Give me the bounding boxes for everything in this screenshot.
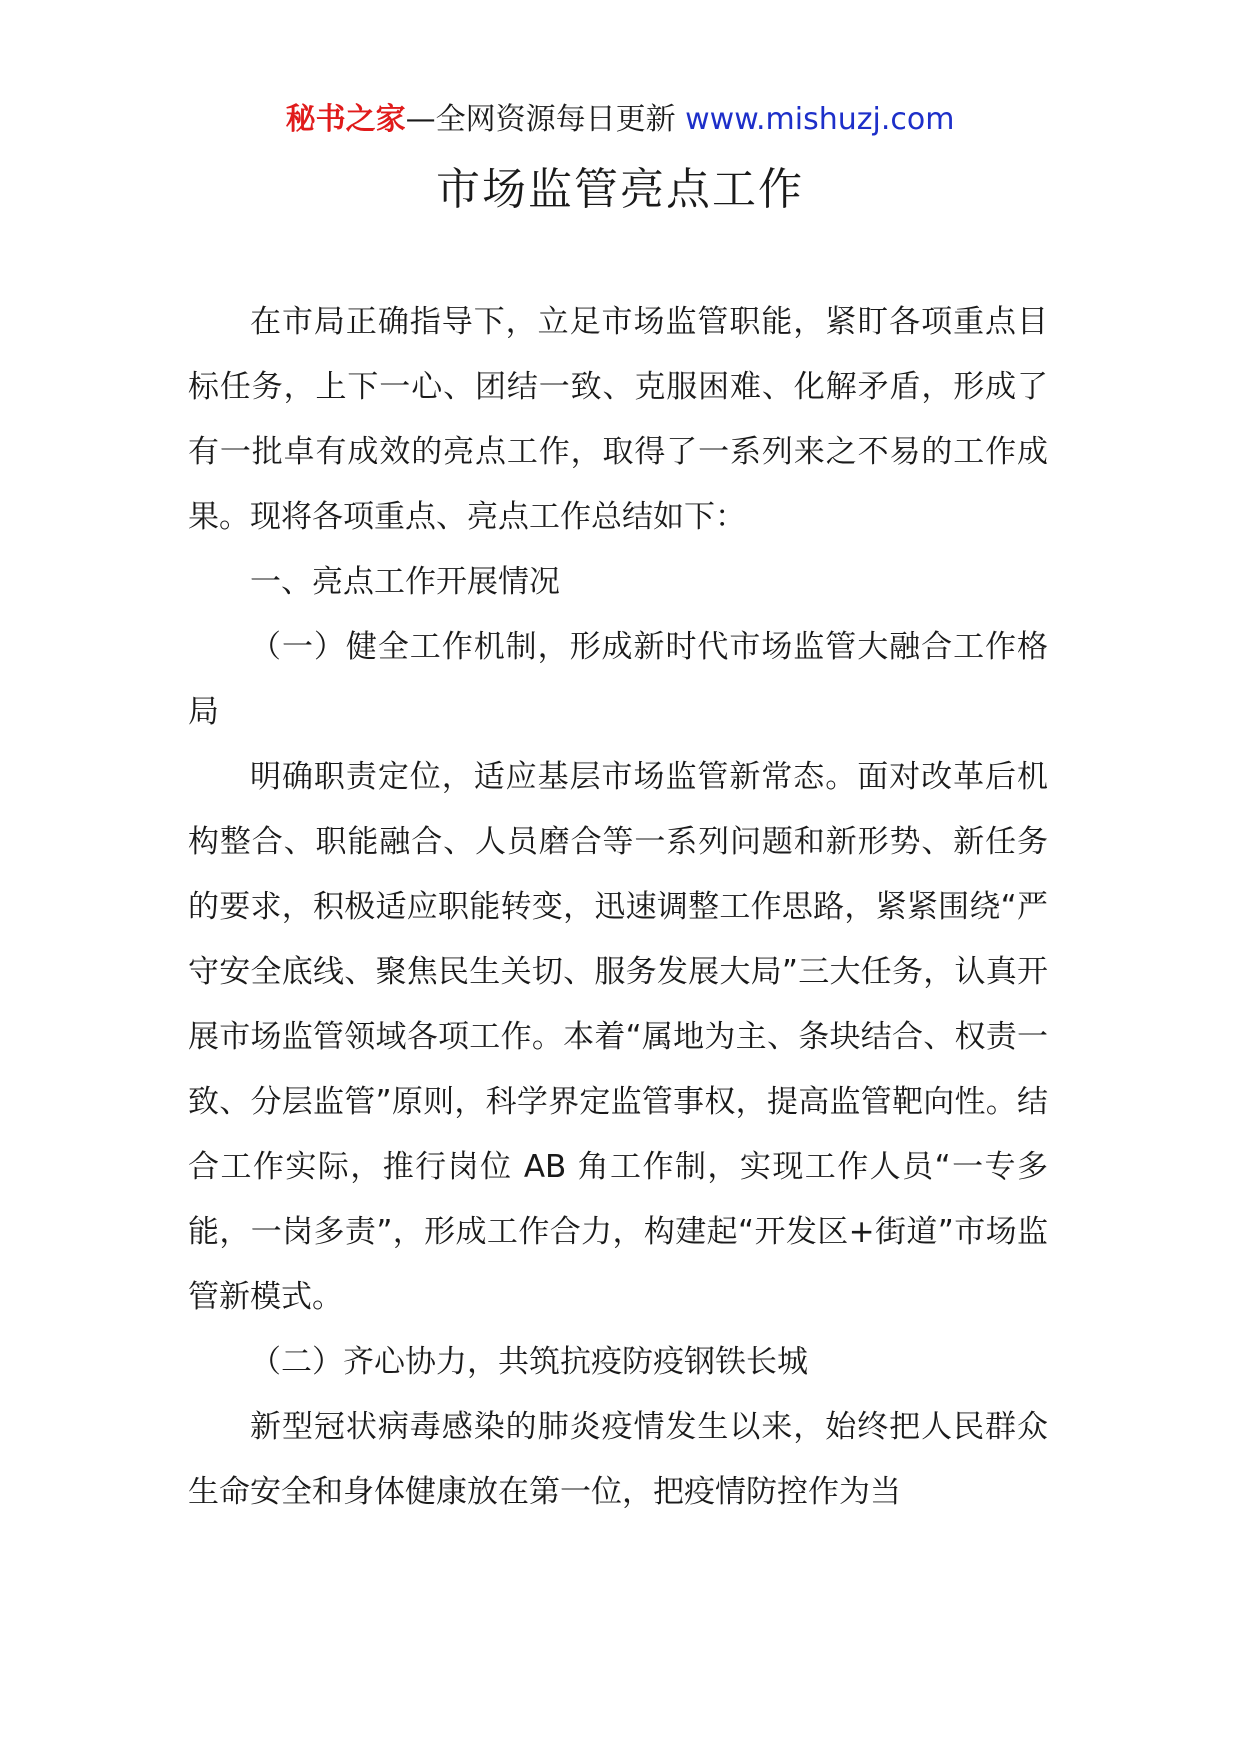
document-body xyxy=(188,290,1048,1525)
header-tagline: —全网资源每日更新 xyxy=(405,102,686,137)
section-heading-1: 一、亮点工作开展情况 xyxy=(250,564,560,600)
document-title: 市场监管亮点工作 xyxy=(436,164,804,215)
paragraph-intro: 在市局正确指导下，立足市场监管职能，紧盯各项重点目标任务，上下一心、团结一致、克服困难、化解矛盾，形成了有一批卓有成效的亮点工作，取得了一系列来之不易的工作成果。现将各项重点、亮点工作总结如下： xyxy=(188,304,1048,535)
brand-name: 秘书之家 xyxy=(285,102,406,137)
subsection-heading-1: （一）健全工作机制，形成新时代市场监管大融合工作格局 xyxy=(188,629,1048,730)
paragraph-body-1: 明确职责定位，适应基层市场监管新常态。面对改革后机构整合、职能融合、人员磨合等一系列问题和新形势、新任务的要求，积极适应职能转变，迅速调整工作思路，紧紧围绕“严守安全底线、聚焦民生关切、服务发展大局”三大任务，认真开展市场监管领域各项工作。本着“属地为主、条块结合、权责一致、分层监管”原则，科学界定监管事权，提高监管靶向性。结合工作实际，推行岗位 AB 角工作制，实现工作人员“一专多能，一岗多责”，形成工作合力，构建起“开发区+街道”市场监管新模式。 xyxy=(188,759,1048,1315)
site-header xyxy=(0,100,1240,140)
paragraph-body-2: 新型冠状病毒感染的肺炎疫情发生以来，始终把人民群众生命安全和身体健康放在第一位，把疫情防控作为当 xyxy=(188,1409,1048,1510)
site-url-link[interactable]: www.mishuzj.com xyxy=(685,102,955,137)
subsection-heading-2: （二）齐心协力，共筑抗疫防疫钢铁长城 xyxy=(250,1344,808,1380)
